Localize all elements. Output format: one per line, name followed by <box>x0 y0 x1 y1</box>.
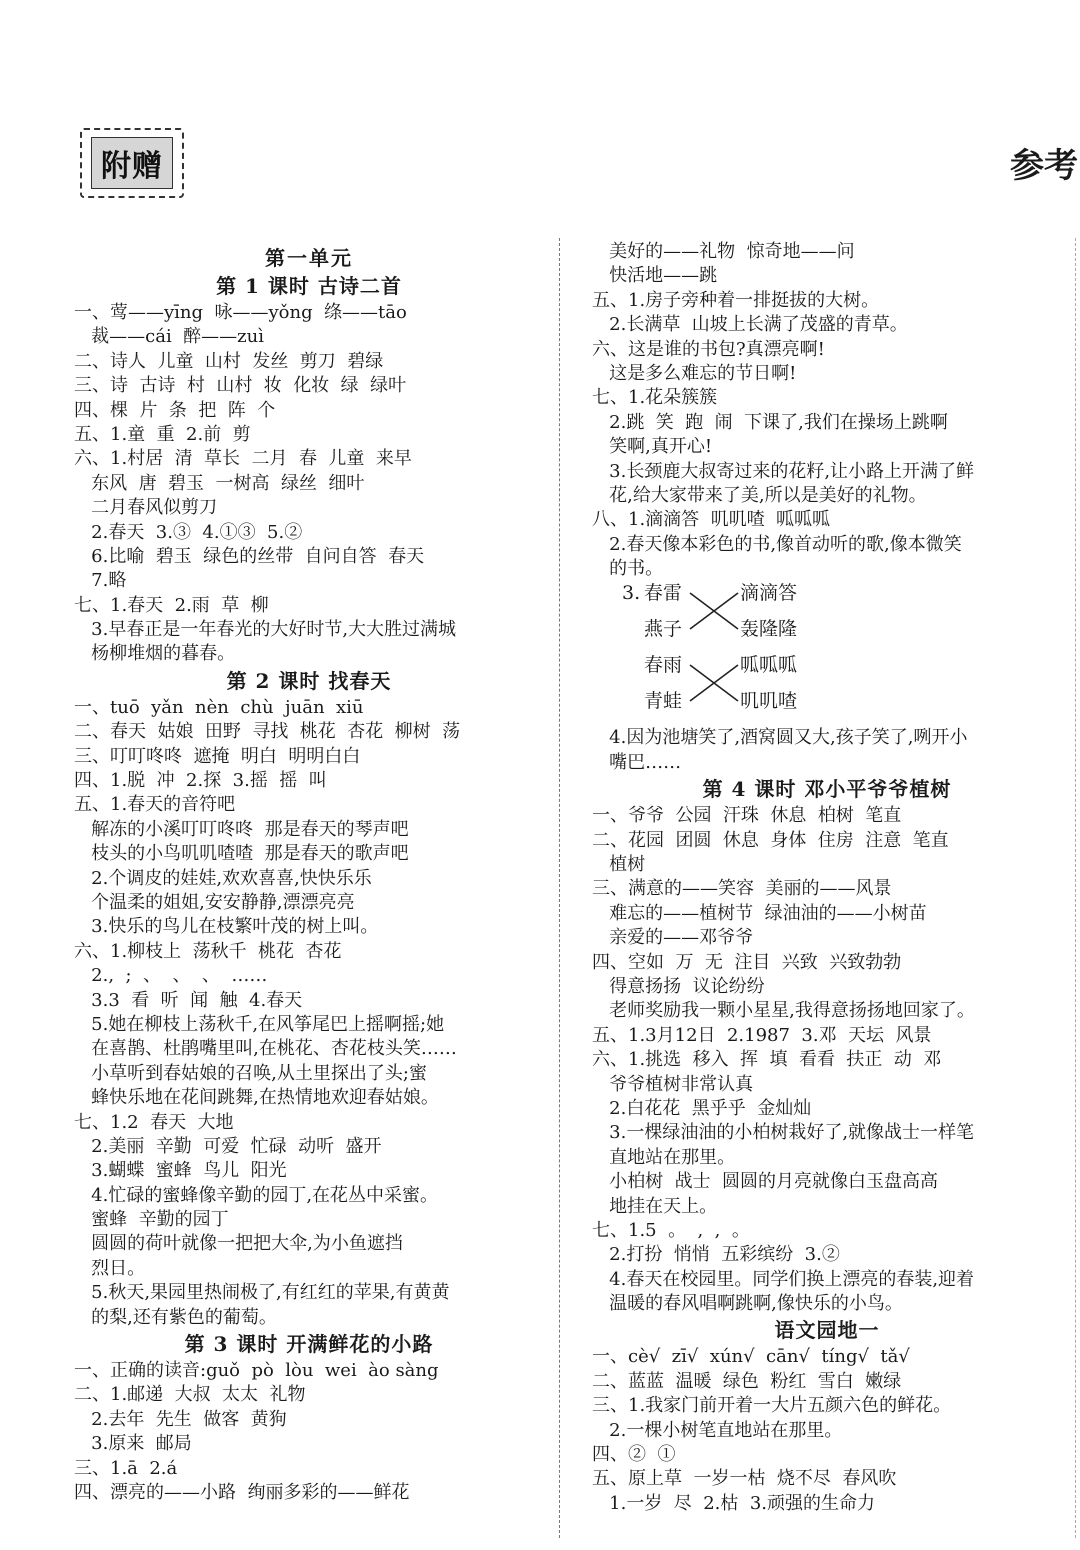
answer-line: 这是多么难忘的节日啊! <box>592 362 797 384</box>
answer-line: 个温柔的姐姐,安安静静,漂漂亮亮 <box>74 891 355 913</box>
answer-line: 裁——cái 醉——zuì <box>74 326 265 348</box>
answer-line: 五、1.房子旁种着一排挺拔的大树。 <box>592 289 880 311</box>
answer-line: 七、1.2 春天 大地 <box>74 1111 234 1133</box>
answer-line: 2.春天像本彩色的书,像首动听的歌,像本微笑 <box>592 533 962 555</box>
answer-line: 5.秋天,果园里热闹极了,有红红的苹果,有黄黄 <box>74 1282 450 1304</box>
match-left-word: 燕子 <box>644 618 683 641</box>
answer-line: 1.一岁 尽 2.枯 3.顽强的生命力 <box>592 1492 876 1514</box>
answer-line: 二、春天 姑娘 田野 寻找 桃花 杏花 柳树 荡 <box>74 721 461 743</box>
answer-line: 八、1.滴滴答 叽叽喳 呱呱呱 <box>592 509 831 531</box>
section-heading: 第 2 课时 找春天 <box>226 668 392 693</box>
answer-line: 蜂快乐地在花间跳舞,在热情地欢迎春姑娘。 <box>74 1087 439 1109</box>
matching-exercise <box>592 581 1062 726</box>
answer-line: 植树 <box>592 854 646 876</box>
section-heading: 第 1 课时 古诗二首 <box>216 274 402 298</box>
page-edge-divider <box>1075 238 1076 1538</box>
answer-line: 直地站在那里。 <box>592 1146 736 1168</box>
answer-line: 五、原上草 一岁一枯 烧不尽 春风吹 <box>592 1468 897 1490</box>
answer-line: 小草听到春姑娘的召唤,从土里探出了头;蜜 <box>74 1062 427 1084</box>
reference-title: 参考 <box>1010 146 1078 186</box>
answer-line: 3.一棵绿油油的小柏树栽好了,就像战士一样笔 <box>592 1122 975 1144</box>
section-heading: 语文园地一 <box>774 1318 880 1343</box>
answer-line: 七、1.花朵簇簇 <box>592 387 718 409</box>
answer-line: 六、这是谁的书包?真漂亮啊! <box>592 338 825 360</box>
answer-line: 枝头的小鸟叽叽喳喳 那是春天的歌声吧 <box>74 843 409 865</box>
answer-line: 二、蓝蓝 温暖 绿色 粉红 雪白 嫩绿 <box>592 1370 902 1392</box>
answer-line: 4.忙碌的蜜蜂像辛勤的园丁,在花丛中采蜜。 <box>74 1184 439 1206</box>
answer-line: 五、1.童 重 2.前 剪 <box>74 423 251 445</box>
answer-line: 2.一棵小树笔直地站在那里。 <box>592 1419 843 1441</box>
section-heading: 第 3 课时 开满鲜花的小路 <box>184 1332 434 1357</box>
match-right-word: 叽叽喳 <box>740 690 798 713</box>
answer-line: 2.打扮 悄悄 五彩缤纷 3.② <box>592 1244 840 1266</box>
match-left-word: 春雨 <box>644 654 683 677</box>
match-right-word: 呱呱呱 <box>740 654 798 677</box>
answer-line: 3.快乐的鸟儿在枝繁叶茂的树上叫。 <box>74 916 379 938</box>
matching-lines <box>592 581 832 726</box>
answer-line: 美好的——礼物 惊奇地——问 <box>592 241 855 262</box>
answer-line: 得意扬扬 议论纷纷 <box>592 975 765 997</box>
match-right-word: 滴滴答 <box>740 582 798 605</box>
answer-line: 花,给大家带来了美,所以是美好的礼物。 <box>592 484 927 506</box>
answer-line: 六、1.村居 清 草长 二月 春 儿童 来早 <box>74 448 412 470</box>
match-left-word: 青蛙 <box>644 690 683 713</box>
answer-line: 五、1.春天的音符吧 <box>74 794 236 816</box>
section-heading: 第 4 课时 邓小平爷爷植树 <box>702 777 952 802</box>
answer-line: 三、1.ā 2.á <box>74 1457 178 1479</box>
answer-line: 六、1.挑选 移入 挥 填 看看 扶正 动 邓 <box>592 1049 942 1071</box>
answer-line: 七、1.5 。 , , 。 <box>592 1219 750 1241</box>
answer-line: 小柏树 战士 圆圆的月亮就像白玉盘高高 <box>592 1171 939 1193</box>
answer-line: 2.白花花 黑乎乎 金灿灿 <box>592 1097 812 1119</box>
answer-line: 三、诗 古诗 村 山村 妆 化妆 绿 绿叶 <box>74 375 407 397</box>
answer-line: 蜜蜂 辛勤的园丁 <box>74 1209 229 1231</box>
answer-line: 3.蝴蝶 蜜蜂 鸟儿 阳光 <box>74 1160 287 1182</box>
answer-line: 老师奖励我一颗小星星,我得意扬扬地回家了。 <box>592 1000 975 1022</box>
matching-number: 3. <box>622 582 641 605</box>
answer-line: 烈日。 <box>74 1257 146 1279</box>
answer-line: 3.早春正是一年春光的大好时节,大大胜过满城 <box>74 619 457 641</box>
answer-line: 4.因为池塘笑了,酒窝圆又大,孩子笑了,咧开小 <box>592 727 968 749</box>
answer-line: 快活地——跳 <box>592 265 718 287</box>
answer-line: 一、爷爷 公园 汗珠 休息 柏树 笔直 <box>592 805 902 827</box>
left-column <box>74 245 544 1505</box>
answer-line: 东风 唐 碧玉 一树高 绿丝 细叶 <box>74 472 365 494</box>
answer-line: 难忘的——植树节 绿油油的——小树苗 <box>592 902 927 924</box>
answer-line: 3.长颈鹿大叔寄过来的花籽,让小路上开满了鲜 <box>592 460 975 482</box>
answer-line: 四、1.脱 冲 2.探 3.摇 摇 叫 <box>74 770 327 792</box>
answer-line: 四、空如 万 无 注目 兴致 兴致勃勃 <box>592 951 902 973</box>
answer-line: 二、诗人 儿童 山村 发丝 剪刀 碧绿 <box>74 350 384 372</box>
answer-line: 3.3 看 听 闻 触 4.春天 <box>74 989 303 1011</box>
answer-line: 2.去年 先生 做客 黄狗 <box>74 1408 287 1430</box>
answer-line: 二、1.邮递 大叔 太太 礼物 <box>74 1384 306 1406</box>
answer-line: 3.原来 邮局 <box>74 1433 192 1455</box>
answer-line: 2.春天 3.③ 4.①③ 5.② <box>74 521 303 543</box>
answer-line: 四、棵 片 条 把 阵 个 <box>74 399 276 421</box>
answer-line: 温暖的春风唱啊跳啊,像快乐的小鸟。 <box>592 1293 903 1315</box>
answer-line: 4.春天在校园里。同学们换上漂亮的春装,迎着 <box>592 1268 975 1290</box>
answer-line: 在喜鹊、杜鹃嘴里叫,在桃花、杏花枝头笑…… <box>74 1038 457 1060</box>
column-divider <box>559 238 560 1538</box>
answer-line: 三、叮叮咚咚 遮掩 明白 明明白白 <box>74 745 361 767</box>
match-right-word: 轰隆隆 <box>740 618 798 641</box>
answer-line: 的书。 <box>592 558 664 580</box>
badge-label: 附赠 <box>91 137 173 189</box>
answer-line: 7.略 <box>74 570 127 592</box>
answer-line: 的梨,还有紫色的葡萄。 <box>74 1306 277 1328</box>
answer-line: 笑啊,真开心! <box>592 436 713 458</box>
answer-line: 2., ; 、 、 、 …… <box>74 965 268 987</box>
answer-line: 二月春风似剪刀 <box>74 497 218 519</box>
answer-line: 2.个调皮的娃娃,欢欢喜喜,快快乐乐 <box>74 867 372 889</box>
answer-line: 5.她在柳枝上荡秋千,在风筝尾巴上摇啊摇;她 <box>74 1013 445 1035</box>
answer-line: 2.长满草 山坡上长满了茂盛的青草。 <box>592 314 908 336</box>
answer-line: 七、1.春天 2.雨 草 柳 <box>74 594 269 616</box>
answer-line: 一、莺——yīng 咏——yǒng 绦——tāo <box>74 302 407 323</box>
answer-line: 圆圆的荷叶就像一把把大伞,为小鱼遮挡 <box>74 1233 403 1255</box>
match-left-word: 春雷 <box>644 582 683 605</box>
answer-line: 一、cè√ zī√ xún√ cān√ tíng√ tǎ√ <box>592 1346 910 1368</box>
answer-line: 杨柳堆烟的暮春。 <box>74 643 236 665</box>
answer-line: 一、正确的读音:guǒ pò lòu wei ào sàng <box>74 1360 439 1382</box>
answer-line: 一、tuō yǎn nèn chù juān xiū <box>74 696 364 718</box>
section-heading: 第一单元 <box>265 246 353 270</box>
right-column-bottom <box>592 726 1062 1516</box>
answer-line: 五、1.3月12日 2.1987 3.邓 天坛 风景 <box>592 1024 932 1046</box>
answer-line: 2.美丽 辛勤 可爱 忙碌 动听 盛开 <box>74 1135 382 1157</box>
right-column <box>592 240 1062 1516</box>
answer-line: 三、满意的——笑容 美丽的——风景 <box>592 878 892 900</box>
right-column-top <box>592 240 1062 581</box>
answer-line: 地挂在天上。 <box>592 1195 718 1217</box>
answer-line: 6.比喻 碧玉 绿色的丝带 自问自答 春天 <box>74 545 425 567</box>
answer-line: 四、漂亮的——小路 绚丽多彩的——鲜花 <box>74 1481 410 1503</box>
answer-line: 2.跳 笑 跑 闹 下课了,我们在操场上跳啊 <box>592 411 948 433</box>
answer-line: 六、1.柳枝上 荡秋千 桃花 杏花 <box>74 940 342 962</box>
answer-line: 亲爱的——邓爷爷 <box>592 927 754 949</box>
answer-line: 三、1.我家门前开着一大片五颜六色的鲜花。 <box>592 1395 952 1417</box>
answer-line: 嘴巴…… <box>592 751 682 773</box>
answer-line: 解冻的小溪叮叮咚咚 那是春天的琴声吧 <box>74 818 409 840</box>
gift-badge <box>80 128 184 198</box>
answer-line: 爷爷植树非常认真 <box>592 1073 754 1095</box>
answer-line: 二、花园 团圆 休息 身体 住房 注意 笔直 <box>592 829 949 851</box>
answer-line: 四、② ① <box>592 1444 676 1466</box>
